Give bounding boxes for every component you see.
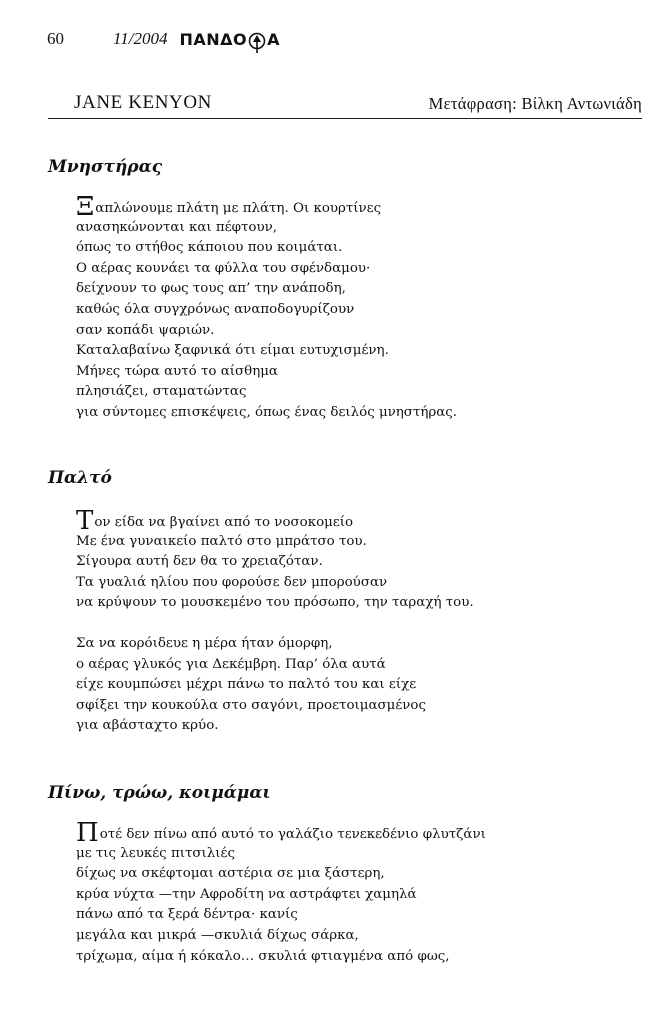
journal-name	[179, 30, 280, 49]
poem-line	[76, 506, 636, 536]
poem-line: καθώς όλα συγχρόνως αναποδογυρίζουν	[76, 301, 355, 317]
translator-credit: Μετάφραση: Βίλκη Αντωνιάδη	[428, 94, 642, 113]
poem-line: ο αέρας γλυκός για Δεκέμβρη. Παρ’ όλα αυτά	[76, 656, 386, 672]
poem-line: ανασηκώνονται και πέφτουν,	[76, 219, 278, 235]
poem-line: για αβάσταχτο κρύο.	[76, 718, 219, 734]
poem-first-line-text: οτέ δεν πίνω από αυτό το γαλάζιο τενεκεδένιο φλυτζάνι	[99, 827, 486, 842]
poem-line: Ο αέρας κουνάει τα φύλλα του σφένδαμου·	[76, 260, 371, 276]
poem-line: Σίγουρα αυτή δεν θα το χρειαζόταν.	[76, 554, 323, 570]
poem-line: Σα να κορόιδευε η μέρα ήταν όμορφη,	[76, 635, 333, 651]
issue-date: 11/2004	[113, 29, 168, 48]
poem-line: τρίχωμα, αίμα ή κόκαλο… σκυλιά φτιαγμένα από φως,	[76, 948, 450, 964]
poem-line: Μήνες τώρα αυτό το αίσθημα	[76, 363, 278, 379]
poem-title-3: Πίνω, τρώω, κοιμάμαι	[48, 783, 271, 803]
poem-line: όπως το στήθος κάποιου που κοιμάται.	[76, 240, 343, 256]
poem-first-line-text: απλώνουμε πλάτη με πλάτη. Οι κουρτίνες	[95, 201, 382, 216]
stanza-break	[76, 614, 636, 634]
poem-body-3	[76, 818, 636, 967]
drop-cap: Π	[76, 818, 99, 848]
drop-cap: Ξ	[76, 192, 95, 222]
poem-line: σαν κοπάδι ψαριών.	[76, 322, 215, 338]
poem-line: να κρύψουν το μουσκεμένο του πρόσωπο, την ταραχή του.	[76, 595, 474, 611]
poem-line	[76, 818, 636, 848]
poem-line: Με ένα γυναικείο παλτό στο μπράτσο του.	[76, 533, 367, 549]
poem-title-1: Μνηστήρας	[48, 157, 163, 177]
poem-line: δείχνουν το φως τους απ’ την ανάποδη,	[76, 281, 346, 297]
journal-name-end: Α	[267, 29, 281, 49]
running-head	[47, 26, 280, 52]
pandora-emblem-icon	[248, 32, 266, 50]
poem-first-line-text: ον είδα να βγαίνει από το νοσοκομείο	[94, 515, 354, 530]
poem-line: με τις λευκές πιτσιλιές	[76, 845, 235, 861]
poem-line	[76, 192, 636, 222]
byline	[48, 90, 642, 119]
poem-body-1	[76, 192, 636, 424]
poem-line: για σύντομες επισκέψεις, όπως ένας δειλός μνηστήρας.	[76, 404, 458, 420]
poem-title-2: Παλτό	[48, 468, 112, 488]
poem-line: πλησιάζει, σταματώντας	[76, 384, 247, 400]
poem-line: μεγάλα και μικρά —σκυλιά δίχως σάρκα,	[76, 927, 359, 943]
poem-line: είχε κουμπώσει μέχρι πάνω το παλτό του και είχε	[76, 677, 417, 693]
poem-line: κρύα νύχτα —την Αφροδίτη να αστράφτει χαμηλά	[76, 886, 417, 902]
author-name: JANE KENYON	[74, 92, 213, 113]
poem-line: Καταλαβαίνω ξαφνικά ότι είμαι ευτυχισμένη.	[76, 343, 389, 359]
poem-line: πάνω από τα ξερά δέντρα· κανίς	[76, 907, 298, 923]
poem-line: Τα γυαλιά ηλίου που φορούσε δεν μπορούσαν	[76, 574, 388, 590]
journal-name-start: ΠΑΝΔΟ	[179, 29, 248, 49]
poem-body-2	[76, 506, 636, 737]
drop-cap: Τ	[76, 506, 94, 536]
page-number: 60	[47, 29, 64, 48]
poem-line: σφίξει την κουκούλα στο σαγόνι, προετοιμασμένος	[76, 697, 426, 713]
poem-line: δίχως να σκέφτομαι αστέρια σε μια ξάστερη,	[76, 866, 385, 882]
